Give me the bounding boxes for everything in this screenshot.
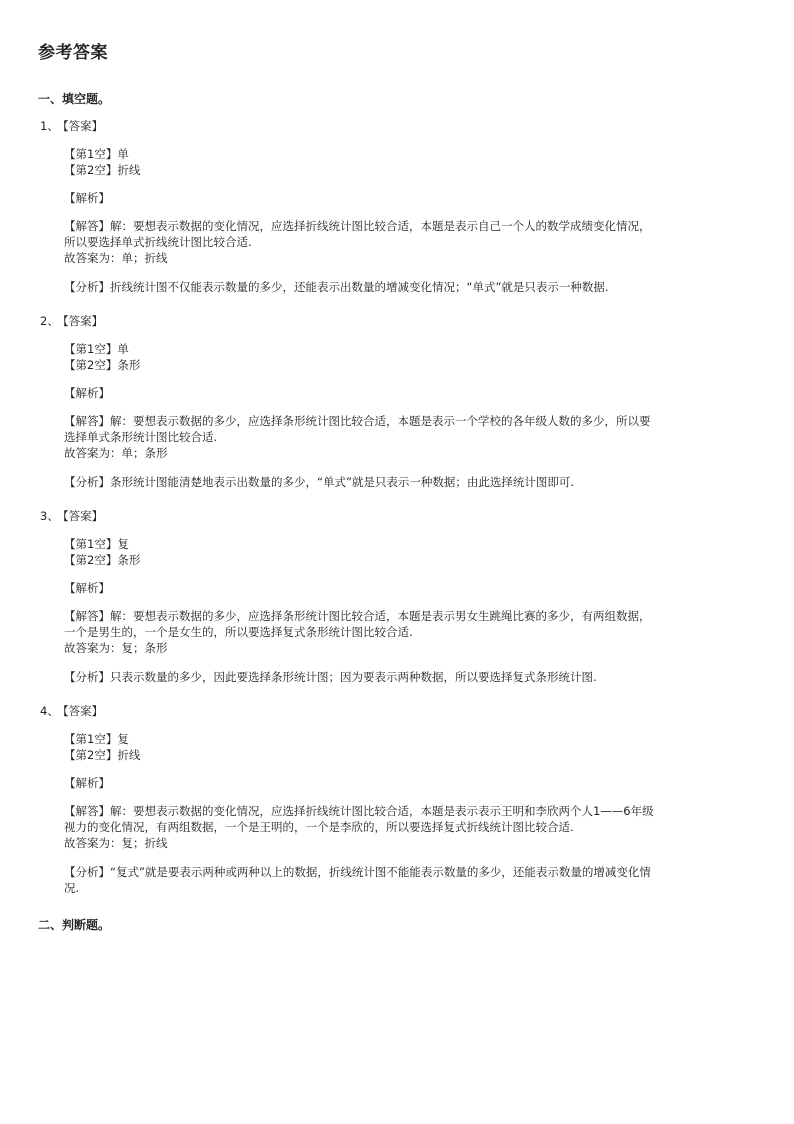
question-3-analysis (64, 669, 724, 685)
answer-label: 【答案】 (62, 119, 104, 133)
analysis-label: 【解析】 (64, 776, 110, 790)
blank-1-answer: 【第1空】复 (64, 732, 129, 746)
blank-2-answer: 【第2空】条形 (64, 358, 141, 372)
answer-label: 【答案】 (62, 704, 104, 718)
solution-line: 所以要选择单式折线统计图比较合适. (64, 235, 252, 249)
question-4-blanks (64, 731, 724, 763)
solution-line: 【解答】解：要想表示数据的多少，应选择条形统计图比较合适，本题是表示男女生跳绳比赛的多少，有两组数据， (64, 609, 651, 623)
analysis-line: 况. (64, 881, 80, 895)
final-answer: 故答案为：单；条形 (64, 446, 168, 460)
analysis-line: 【分析】只表示数量的多少，因此要选择条形统计图；因为要表示两种数据，所以要选择复式条形统计图. (64, 670, 597, 684)
analysis-line: 【分析】条形统计图能清楚地表示出数量的多少，“单式”就是只表示一种数据；由此选择统计图即可. (64, 475, 575, 489)
question-number: 3、 (40, 509, 59, 523)
analysis-label: 【解析】 (64, 386, 110, 400)
solution-line: 一个是男生的，一个是女生的，所以要选择复式条形统计图比较合适. (64, 625, 413, 639)
analysis-line: 【分析】“复式”就是要表示两种或两种以上的数据，折线统计图不能能表示数量的多少，还能表示数量的增减变化情 (64, 865, 651, 879)
question-2-analysis (64, 474, 724, 490)
question-1-solution (64, 218, 724, 266)
question-2-header (40, 313, 103, 329)
blank-2-answer: 【第2空】条形 (64, 553, 141, 567)
question-number: 1、 (40, 119, 59, 133)
final-answer: 故答案为：复；折线 (64, 836, 168, 850)
blank-2-answer: 【第2空】折线 (64, 748, 141, 762)
blank-1-answer: 【第1空】复 (64, 537, 129, 551)
question-3-solution (64, 608, 724, 656)
question-1-analysis (64, 279, 724, 295)
solution-line: 视力的变化情况，有两组数据，一个是王明的，一个是李欣的，所以要选择复式折线统计图比较合适. (64, 820, 574, 834)
question-1-blanks (64, 146, 724, 178)
answer-label: 【答案】 (62, 509, 104, 523)
question-1-header (40, 118, 103, 134)
solution-line: 【解答】解：要想表示数据的多少，应选择条形统计图比较合适，本题是表示一个学校的各年级人数的多少，所以要 (64, 414, 651, 428)
question-3-blanks (64, 536, 724, 568)
question-4-analysis (64, 864, 724, 896)
page-title: 参考答案 (38, 43, 108, 63)
analysis-label: 【解析】 (64, 581, 110, 595)
solution-line: 【解答】解：要想表示数据的变化情况，应选择折线统计图比较合适，本题是表示自己一个人的数学成绩变化情况， (64, 219, 651, 233)
answer-label: 【答案】 (62, 314, 104, 328)
final-answer: 故答案为：单；折线 (64, 251, 168, 265)
question-number: 2、 (40, 314, 59, 328)
question-4-header (40, 703, 103, 719)
blank-1-answer: 【第1空】单 (64, 147, 129, 161)
solution-line: 选择单式条形统计图比较合适. (64, 430, 218, 444)
section-heading-true-false: 二、判断题。 (38, 918, 111, 932)
section-heading-fill-blank: 一、填空题。 (38, 92, 111, 106)
analysis-line: 【分析】折线统计图不仅能表示数量的多少，还能表示出数量的增减变化情况；“单式”就是只表示一种数据. (64, 280, 609, 294)
question-4-solution (64, 803, 724, 851)
final-answer: 故答案为：复；条形 (64, 641, 168, 655)
solution-line: 【解答】解：要想表示数据的变化情况，应选择折线统计图比较合适，本题是表示表示王明和李欣两个人1——6年级 (64, 804, 654, 818)
question-3-header (40, 508, 103, 524)
blank-2-answer: 【第2空】折线 (64, 163, 141, 177)
question-2-blanks (64, 341, 724, 373)
question-number: 4、 (40, 704, 59, 718)
question-2-solution (64, 413, 724, 461)
blank-1-answer: 【第1空】单 (64, 342, 129, 356)
analysis-label: 【解析】 (64, 191, 110, 205)
